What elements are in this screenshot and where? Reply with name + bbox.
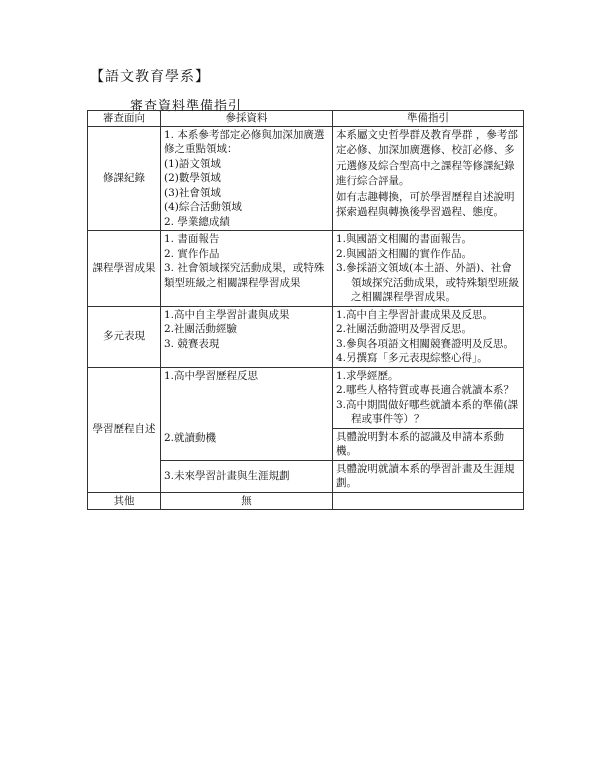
guide-item: 1.與國語文相關的書面報告。: [336, 233, 473, 245]
references-cell: [161, 231, 333, 307]
reference-item: (4)綜合活動領域: [164, 201, 242, 213]
table-row: [88, 306, 524, 367]
guide-item: 2.與國語文相關的實作作品。: [336, 247, 473, 260]
guide-item: 1.求學經歷。: [336, 369, 399, 382]
none-value: 無: [161, 492, 333, 510]
department-title: 【語文教育學系】: [90, 69, 210, 85]
reference-item: 3. 競賽表現: [164, 337, 220, 350]
guide-cell: [333, 126, 524, 231]
table-row: [88, 231, 524, 307]
table-header-row: [88, 111, 524, 127]
reference-item: 1.高中學習歷程反思: [164, 369, 259, 382]
guide-paragraph: 本系屬文史哲學群及教育學群 ，參考部定必修、加深加廣選修、校訂必修、多元選修及綜合型高中之課程等修課紀錄進行綜合評量。: [336, 128, 518, 187]
table-row: [88, 367, 524, 428]
reference-item: 1.高中自主學習計畫與成果: [164, 308, 290, 321]
aspect-diverse-performance: 多元表現: [88, 306, 161, 367]
table-row: [88, 126, 524, 231]
reference-item: 3.未來學習計畫與生涯規劃: [161, 460, 333, 492]
reference-item: 2. 學業總成績: [164, 215, 230, 228]
references-cell: [161, 126, 333, 231]
guide-item: 1.高中自主學習計畫成果及反思。: [336, 308, 494, 321]
reference-item: 1. 書面報告: [164, 233, 220, 245]
reference-item: (2)數學領域: [164, 172, 221, 184]
empty-guide-cell: [333, 492, 524, 510]
header-aspect: 審查面向: [88, 111, 161, 127]
guide-item: 3.高中期間做好哪些就讀本系的準備(課程或事件等）？: [336, 398, 519, 425]
guide-item: 2.社團活動證明及學習反思。: [336, 323, 473, 335]
section-title: 審查資料準備指引: [130, 99, 243, 114]
guide-item: 3.參與各項語文相關競賽證明及反思。: [336, 337, 515, 350]
guide-item: 4.另撰寫「多元表現綜整心得」。: [336, 352, 488, 364]
aspect-learning-portfolio: 學習歷程自述: [88, 367, 161, 492]
guide-item: 3.參採語文領域(本土語、外語)、社會領域探究活動成果，或特殊類型班級之相關課程學習成果。: [336, 262, 519, 303]
guide-cell: [333, 367, 524, 428]
guide-cell: 具體說明就讀本系的學習計畫及生涯規劃。: [333, 460, 524, 492]
reference-item: 1. 本系參考部定必修與加深加廣選修之重點領域：: [164, 128, 325, 155]
guide-cell: [333, 306, 524, 367]
guide-item: 2.哪些人格特質或專長適合就讀本系？: [336, 384, 515, 396]
reference-item: (3)社會領域: [164, 186, 221, 199]
header-references: 參採資料: [161, 111, 333, 127]
aspect-course-record: 修課紀錄: [88, 126, 161, 231]
aspect-course-results: 課程學習成果: [88, 231, 161, 307]
aspect-other: 其他: [88, 492, 161, 510]
reference-item: 2.就讀動機: [164, 431, 217, 444]
table-row: [88, 492, 524, 510]
reference-item: 2. 實作作品: [164, 247, 220, 260]
guide-cell: 具體說明對本系的認識及申請本系動機。: [333, 428, 524, 460]
guide-paragraph: 如有志趣轉換，可於學習歷程自述說明探索過程與轉換後學習過程、態度。: [336, 190, 515, 218]
reference-item: (1)語文領域: [164, 157, 221, 170]
references-cell: [161, 306, 333, 367]
reference-item: 3. 社會領域探究活動成果，或特殊類型班級之相關課程學習成果: [164, 262, 325, 289]
header-guide: 準備指引: [333, 111, 524, 127]
review-guide-table: [87, 110, 524, 510]
reference-item: 2.社團活動經驗: [164, 323, 238, 335]
references-cell: [161, 367, 333, 460]
guide-cell: [333, 231, 524, 307]
